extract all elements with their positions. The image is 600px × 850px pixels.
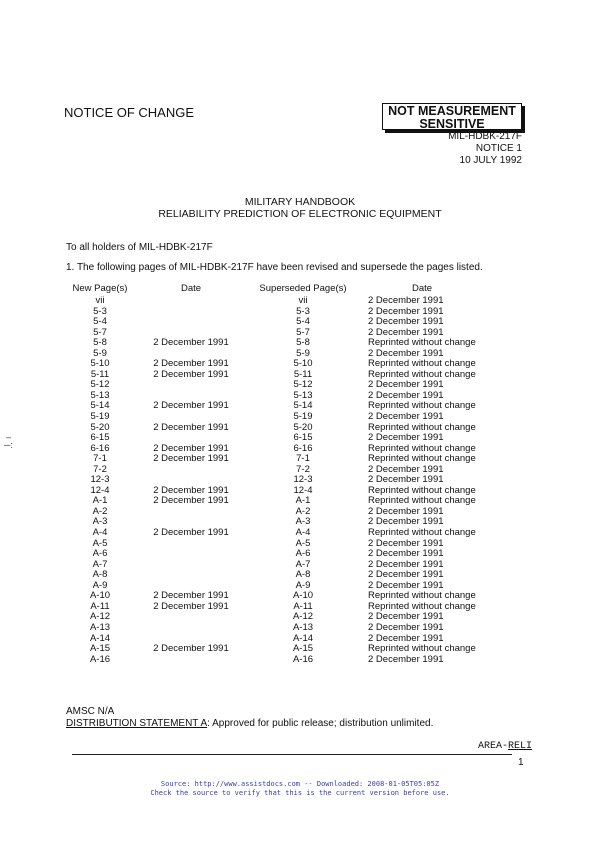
superseded-date-cell: 2 December 1991 [368, 411, 444, 423]
date-cell: 2 December 1991 [153, 495, 229, 507]
new-page-cell: 5-10 [90, 358, 110, 370]
box-line-2: SENSITIVE [419, 117, 485, 131]
superseded-page-cell: 6-16 [293, 442, 313, 454]
superseded-date-cell: 2 December 1991 [368, 389, 444, 401]
new-page-cell: 5-4 [93, 316, 107, 328]
new-page-cell: vii [95, 295, 105, 306]
superseded-page-cell: A-3 [295, 516, 311, 528]
new-page-cell: A-4 [92, 527, 108, 539]
table-row [0, 655, 600, 666]
superseded-page-cell: A-1 [295, 495, 311, 507]
date-cell: 2 December 1991 [153, 453, 229, 465]
new-page-cell: 12-4 [90, 484, 110, 496]
date-cell: 2 December 1991 [153, 368, 229, 380]
source-notice [0, 780, 600, 798]
area-code [478, 741, 532, 752]
superseded-page-cell: A-16 [292, 653, 314, 665]
new-page-cell: 5-8 [93, 337, 107, 349]
superseded-page-cell: 5-7 [296, 326, 310, 338]
superseded-date-cell: 2 December 1991 [368, 548, 444, 560]
header-date: Date [180, 283, 202, 294]
notice-date: 10 JULY 1992 [459, 155, 522, 166]
notice-number: NOTICE 1 [475, 143, 522, 154]
not-measurement-sensitive-box [382, 103, 522, 130]
superseded-date-cell: Reprinted without change [368, 495, 476, 507]
superseded-date-cell: Reprinted without change [368, 453, 476, 465]
superseded-page-cell: 5-8 [296, 337, 310, 349]
new-page-cell: A-5 [92, 537, 108, 549]
new-page-cell: A-12 [89, 611, 111, 623]
superseded-page-cell: A-13 [292, 621, 314, 633]
box-line-1: NOT MEASUREMENT [388, 104, 516, 118]
superseded-page-cell: A-15 [292, 643, 314, 655]
handbook-title [0, 196, 600, 220]
new-page-cell: A-6 [92, 548, 108, 560]
new-page-cell: A-2 [92, 505, 108, 517]
superseded-page-cell: A-4 [295, 527, 311, 539]
page-change-table [0, 282, 600, 665]
table-row [0, 528, 600, 539]
document-identifiers [448, 131, 522, 167]
source-line-2: Check the source to verify that this is the current version before use. [150, 789, 450, 797]
superseded-page-cell: 5-10 [293, 358, 313, 370]
new-page-cell: 12-3 [90, 474, 110, 486]
header-superseded-date: Date [411, 283, 433, 294]
new-page-cell: A-3 [92, 516, 108, 528]
date-cell: 2 December 1991 [153, 400, 229, 412]
new-page-cell: 5-19 [90, 411, 110, 423]
new-page-cell: A-16 [89, 653, 111, 665]
area-prefix: AREA- [478, 741, 509, 752]
superseded-date-cell: 2 December 1991 [368, 569, 444, 581]
superseded-page-cell: 5-20 [293, 421, 313, 433]
superseded-page-cell: 5-3 [296, 305, 310, 317]
handbook-title-line-2: RELIABILITY PREDICTION OF ELECTRONIC EQUIPMENT [158, 208, 442, 220]
new-page-cell: A-10 [89, 590, 111, 602]
superseded-date-cell: 2 December 1991 [368, 537, 444, 549]
superseded-page-cell: A-10 [292, 590, 314, 602]
date-cell: 2 December 1991 [153, 590, 229, 602]
superseded-date-cell: Reprinted without change [368, 600, 476, 612]
table-row [0, 623, 600, 634]
doc-number: MIL-HDBK-217F [448, 131, 522, 142]
new-page-cell: 5-11 [90, 368, 110, 380]
superseded-page-cell: 6-15 [293, 432, 313, 444]
new-page-cell: 7-2 [93, 463, 107, 475]
new-page-cell: A-13 [89, 621, 111, 633]
superseded-page-cell: A-2 [295, 505, 311, 517]
superseded-date-cell: Reprinted without change [368, 368, 476, 380]
superseded-page-cell: A-9 [295, 579, 311, 591]
superseded-page-cell: A-7 [295, 558, 311, 570]
superseded-page-cell: A-12 [292, 611, 314, 623]
superseded-page-cell: 5-12 [293, 379, 313, 391]
superseded-date-cell: Reprinted without change [368, 484, 476, 496]
superseded-date-cell: 2 December 1991 [368, 621, 444, 633]
new-page-cell: 6-16 [90, 442, 110, 454]
source-line-1[interactable]: Source: http://www.assistdocs.com -- Downloaded: 2008-01-05T05:05Z [160, 780, 440, 788]
table-row [0, 296, 600, 307]
superseded-page-cell: 5-13 [293, 389, 313, 401]
new-page-cell: A-7 [92, 558, 108, 570]
new-page-cell: A-14 [89, 632, 111, 644]
superseded-date-cell: 2 December 1991 [368, 316, 444, 328]
date-cell: 2 December 1991 [153, 337, 229, 349]
handbook-title-line-1: MILITARY HANDBOOK [244, 196, 356, 208]
new-page-cell: A-1 [92, 495, 108, 507]
superseded-page-cell: vii [298, 295, 308, 306]
table-row [0, 644, 600, 655]
notice-of-change-title: NOTICE OF CHANGE [64, 105, 195, 120]
date-cell: 2 December 1991 [153, 643, 229, 655]
superseded-date-cell: 2 December 1991 [368, 516, 444, 528]
superseded-date-cell: 2 December 1991 [368, 653, 444, 665]
superseded-page-cell: 5-19 [293, 411, 313, 423]
superseded-page-cell: 5-4 [296, 316, 310, 328]
superseded-date-cell: 2 December 1991 [368, 579, 444, 591]
header-superseded-pages: Superseded Page(s) [259, 283, 347, 294]
superseded-date-cell: Reprinted without change [368, 442, 476, 454]
paragraph-1: 1. The following pages of MIL-HDBK-217F have been revised and supersede the pages listed. [66, 262, 483, 273]
superseded-page-cell: 7-1 [296, 453, 310, 465]
superseded-page-cell: 5-14 [293, 400, 313, 412]
new-page-cell: 6-15 [90, 432, 110, 444]
superseded-date-cell: 2 December 1991 [368, 305, 444, 317]
scan-mark: ─: [4, 440, 13, 450]
superseded-page-cell: 12-4 [293, 484, 313, 496]
superseded-page-cell: A-11 [293, 600, 313, 612]
header-new-pages: New Page(s) [72, 283, 128, 294]
footer-rule [72, 754, 512, 755]
superseded-page-cell: A-8 [295, 569, 311, 581]
superseded-page-cell: A-6 [295, 548, 311, 560]
superseded-page-cell: 5-11 [293, 368, 313, 380]
new-page-cell: 5-13 [90, 389, 110, 401]
date-cell: 2 December 1991 [153, 358, 229, 370]
date-cell: 2 December 1991 [153, 527, 229, 539]
superseded-date-cell: 2 December 1991 [368, 463, 444, 475]
distribution-text: : Approved for public release; distribution unlimited. [207, 718, 434, 729]
new-page-cell: A-8 [92, 569, 108, 581]
superseded-date-cell: 2 December 1991 [368, 326, 444, 338]
superseded-date-cell: 2 December 1991 [368, 295, 444, 306]
superseded-date-cell: Reprinted without change [368, 400, 476, 412]
superseded-date-cell: 2 December 1991 [368, 558, 444, 570]
date-cell: 2 December 1991 [153, 442, 229, 454]
date-cell: 2 December 1991 [153, 421, 229, 433]
new-page-cell: 5-20 [90, 421, 110, 433]
table-row [0, 412, 600, 423]
date-cell: 2 December 1991 [153, 600, 229, 612]
new-page-cell: 5-7 [93, 326, 107, 338]
superseded-date-cell: Reprinted without change [368, 358, 476, 370]
new-page-cell: 5-12 [90, 379, 110, 391]
superseded-date-cell: 2 December 1991 [368, 379, 444, 391]
superseded-page-cell: 12-3 [293, 474, 313, 486]
superseded-date-cell: Reprinted without change [368, 337, 476, 349]
new-page-cell: 5-3 [93, 305, 107, 317]
superseded-date-cell: Reprinted without change [368, 527, 476, 539]
holders-line: To all holders of MIL-HDBK-217F [66, 242, 213, 253]
table-body [0, 296, 600, 665]
superseded-date-cell: 2 December 1991 [368, 632, 444, 644]
superseded-date-cell: Reprinted without change [368, 421, 476, 433]
superseded-page-cell: 7-2 [296, 463, 310, 475]
superseded-date-cell: 2 December 1991 [368, 611, 444, 623]
area-code-value: RELI [508, 741, 533, 752]
new-page-cell: 5-14 [90, 400, 110, 412]
superseded-page-cell: 5-9 [296, 347, 310, 359]
amsc-line: AMSC N/A [66, 706, 115, 717]
superseded-date-cell: 2 December 1991 [368, 474, 444, 486]
distribution-label: DISTRIBUTION STATEMENT A [66, 718, 208, 729]
scan-mark: ‒ [6, 432, 12, 442]
new-page-cell: A-15 [89, 643, 111, 655]
date-cell: 2 December 1991 [153, 484, 229, 496]
new-page-cell: 7-1 [93, 453, 107, 465]
new-page-cell: A-9 [92, 579, 108, 591]
superseded-page-cell: A-5 [295, 537, 311, 549]
distribution-statement [66, 718, 433, 729]
new-page-cell: A-11 [90, 600, 110, 612]
superseded-date-cell: 2 December 1991 [368, 505, 444, 517]
superseded-date-cell: Reprinted without change [368, 590, 476, 602]
page-number: 1 [518, 757, 524, 768]
new-page-cell: 5-9 [93, 347, 107, 359]
superseded-page-cell: A-14 [292, 632, 314, 644]
superseded-date-cell: Reprinted without change [368, 643, 476, 655]
superseded-date-cell: 2 December 1991 [368, 432, 444, 444]
table-header-row [0, 282, 600, 295]
superseded-date-cell: 2 December 1991 [368, 347, 444, 359]
